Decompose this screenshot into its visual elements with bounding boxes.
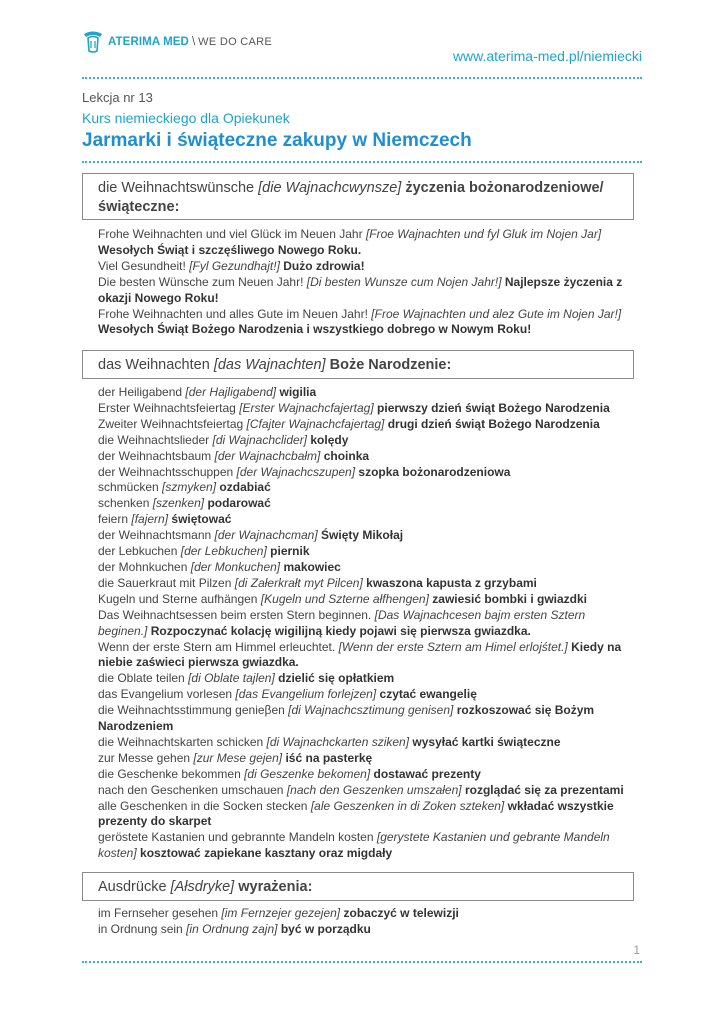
vocab-line (98, 906, 633, 922)
vocab-line (98, 640, 633, 656)
pronunciation-text: [Kugeln und Szterne ałfhengen] (260, 591, 429, 606)
vocab-line (98, 751, 633, 767)
vocab-line (98, 671, 633, 687)
page-header (82, 30, 642, 70)
section-heading-christmas (82, 350, 634, 379)
wishes-list (98, 227, 633, 338)
pronunciation-text: [gerystete Kastanien und gebrante Mandeln (376, 830, 610, 845)
german-text: der Heiligabend (98, 385, 183, 399)
polish-translation: niebie zaświeci pierwsza gwiazdka. (98, 655, 299, 670)
brand-logo (82, 30, 272, 54)
german-text: Die besten Wünsche zum Neuen Jahr! (98, 274, 304, 289)
title-divider (82, 161, 642, 163)
heading-pronunciation: [das Wajnachten] (213, 357, 326, 373)
vocab-line (98, 735, 633, 751)
vocab-line (98, 243, 633, 259)
pronunciation-text: [der Lebkuchen] (180, 544, 267, 559)
german-text: Wenn der erste Stern am Himmel erleuchtet. (98, 639, 336, 654)
heading-german: das Weihnachten (98, 357, 210, 373)
pronunciation-text: [der Monkuchen] (190, 559, 281, 574)
polish-translation: podarować (207, 496, 271, 511)
section-heading-wishes (82, 173, 634, 220)
christmas-vocabulary-list (98, 385, 633, 862)
german-text: Viel Gesundheit! (98, 258, 186, 273)
polish-translation: dzielić się opłatkiem (278, 671, 395, 686)
polish-translation: piernik (270, 544, 310, 559)
german-text: gerӧstete Kastanien und gebrannte Mandeln kosten (98, 830, 374, 845)
vocab-line (98, 799, 633, 815)
brand-name: ATERIMA MED (108, 36, 189, 48)
site-url-link[interactable]: www.aterima-med.pl/niemiecki (452, 48, 642, 64)
logo-icon (82, 30, 104, 54)
german-text: die Oblate teilen (98, 671, 185, 686)
vocab-line (98, 608, 633, 624)
vocab-line (98, 814, 633, 830)
polish-translation: Kiedy na (571, 639, 622, 654)
polish-translation: makowiec (283, 559, 341, 574)
vocab-line (98, 922, 633, 938)
pronunciation-text: [di Załerkrałt myt Pilcen] (234, 575, 363, 590)
polish-translation: wkładać wszystkie (507, 798, 614, 813)
section-heading-expressions (82, 872, 634, 901)
vocab-line (98, 655, 633, 671)
german-text: der Mohnkuchen (98, 559, 188, 574)
lesson-number: Lekcja nr 13 (82, 90, 153, 105)
polish-translation: świętować (171, 512, 232, 527)
polish-translation: kwaszona kapusta z grzybami (366, 575, 537, 590)
german-text: im Fernseher gesehen (98, 906, 219, 920)
pronunciation-text: beginen.] (98, 623, 148, 638)
pronunciation-text: [Fyl Gezundhajt!] (189, 258, 280, 273)
vocab-line (98, 560, 633, 576)
vocab-line (98, 433, 633, 449)
german-text: der Weihnachtsbaum (98, 448, 212, 463)
pronunciation-text: [di Geszenke bekomen] (244, 766, 371, 781)
german-text: nach den Geschenken umschauen (98, 782, 284, 797)
polish-translation: szopka bożonarodzeniowa (358, 464, 511, 479)
vocab-line (98, 417, 633, 433)
heading-polish: Boże Narodzenie: (329, 357, 452, 373)
pronunciation-text: [der Hajligabend] (185, 385, 277, 399)
course-name: Kurs niemieckiego dla Opiekunek (82, 110, 290, 126)
vocab-line (98, 512, 633, 528)
polish-translation: rozglądać się za prezentami (464, 782, 624, 797)
vocab-line (98, 687, 633, 703)
vocab-line (98, 227, 633, 243)
page-number: 1 (633, 943, 640, 957)
german-text: Kugeln und Sterne aufhängen (98, 591, 258, 606)
polish-translation: Narodzeniem (98, 719, 174, 734)
vocab-line (98, 719, 633, 735)
german-text: der Weihnachtsschuppen (98, 464, 234, 479)
vocab-line (98, 385, 633, 401)
vocab-line (98, 846, 633, 862)
pronunciation-text: [di Oblate tajlen] (188, 671, 275, 686)
vocab-line (98, 401, 633, 417)
pronunciation-text: [szenken] (152, 496, 205, 511)
polish-translation: drugi dzień świąt Bożego Narodzenia (387, 416, 600, 431)
pronunciation-text: [der Wajnachcman] (214, 528, 318, 543)
heading-pronunciation: [die Wajnachcwynsze] (258, 180, 402, 196)
polish-translation: wysyłać kartki świąteczne (412, 734, 561, 749)
vocab-line (98, 576, 633, 592)
pronunciation-text: [di Wajnachcsztimung genisen] (288, 703, 454, 718)
pronunciation-text: [das Evangelium forlejzen] (235, 687, 377, 702)
vocab-line (98, 592, 633, 608)
polish-translation: iść na pasterkę (285, 750, 373, 765)
pronunciation-text: [nach den Geszenken umszałen] (286, 782, 462, 797)
pronunciation-text: [Froe Wajnachten und fyl Gluk im Nojen Jar] (365, 227, 602, 241)
polish-translation: Dużo zdrowia! (283, 258, 365, 273)
brand-separator: \ (191, 36, 196, 48)
heading-polish: wyrażenia: (238, 879, 313, 895)
polish-translation: pierwszy dzień świąt Bożego Narodzenia (377, 400, 610, 415)
footer-divider (82, 961, 642, 963)
pronunciation-text: [im Fernzejer gezejen] (221, 906, 341, 920)
heading-pronunciation: [Ałsdryke] (170, 879, 235, 895)
german-text: zur Messe gehen (98, 750, 191, 765)
german-text: Das Weihnachtsessen beim ersten Stern beginnen. (98, 607, 372, 622)
pronunciation-text: [di Wajnachclider] (212, 432, 308, 447)
german-text: die Geschenke bekommen (98, 766, 241, 781)
vocab-line (98, 307, 633, 323)
german-text: die Sauerkraut mit Pilzen (98, 575, 232, 590)
german-text: schmücken (98, 480, 159, 495)
vocab-line (98, 496, 633, 512)
heading-polish: życzenia bożonarodzeniowe/świąteczne: (98, 180, 604, 215)
vocab-line (98, 465, 633, 481)
heading-german: die Weihnachtswünsche (98, 180, 255, 196)
header-divider (82, 77, 642, 79)
heading-german: Ausdrücke (98, 879, 167, 895)
german-text: feiern (98, 512, 129, 527)
pronunciation-text: [zur Mese gejen] (193, 750, 283, 765)
german-text: schenken (98, 496, 150, 511)
vocab-line (98, 449, 633, 465)
polish-translation: Święty Mikołaj (321, 528, 404, 543)
vocab-line (98, 259, 633, 275)
pronunciation-text: [der Wajnachcbałm] (214, 448, 321, 463)
vocab-line (98, 783, 633, 799)
pronunciation-text: [fajern] (131, 512, 169, 527)
pronunciation-text: [Wenn der erste Sztern am Himel erlojśtet.] (338, 639, 568, 654)
vocab-line (98, 767, 633, 783)
polish-translation: okazji Nowego Roku! (98, 290, 219, 305)
polish-translation: kosztować zapiekane kasztany oraz migdały (140, 846, 393, 861)
german-text: alle Geschenken in die Socken stecken (98, 798, 308, 813)
pronunciation-text: [di Wajnachckarten sziken] (266, 734, 410, 749)
polish-translation: ozdabiać (219, 480, 271, 495)
polish-translation: rozkoszować się Bożym (456, 703, 595, 718)
pronunciation-text: [Erster Wajnachcfajertag] (239, 400, 374, 415)
german-text: die Weihnachtslieder (98, 432, 210, 447)
german-text: das Evangelium vorlesen (98, 687, 233, 702)
pronunciation-text: [der Wajnachcszupen] (236, 464, 356, 479)
vocab-line (98, 528, 633, 544)
german-text: die Weihnachtskarten schicken (98, 734, 264, 749)
polish-translation: zobaczyć w telewizji (343, 906, 459, 920)
polish-translation: czytać ewangelię (379, 687, 477, 702)
vocab-line (98, 830, 633, 846)
expressions-list (98, 906, 633, 938)
polish-translation: Wesołych Świąt Bożego Narodzenia i wszystkiego dobrego w Nowym Roku! (98, 322, 532, 337)
pronunciation-text: [Froe Wajnachten und alez Gute im Nojen Jar!] (371, 306, 622, 321)
pronunciation-text: [Das Wajnachcesen bajm ersten Sztern (374, 607, 586, 622)
polish-translation: wigilia (279, 385, 317, 399)
vocab-line (98, 544, 633, 560)
vocab-line (98, 291, 633, 307)
vocab-line (98, 275, 633, 291)
german-text: Frohe Weihnachten und viel Glück im Neuen Jahr (98, 227, 363, 241)
polish-translation: dostawać prezenty (373, 766, 481, 781)
pronunciation-text: [ale Geszenken in di Zoken szteken] (310, 798, 505, 813)
page-title: Jarmarki i świąteczne zakupy w Niemczech (82, 130, 472, 151)
polish-translation: Najlepsze życzenia z (504, 274, 623, 289)
brand-tagline: WE DO CARE (198, 36, 273, 48)
polish-translation: choinka (323, 448, 370, 463)
german-text: in Ordnung sein (98, 921, 183, 936)
vocab-line (98, 624, 633, 640)
vocab-line (98, 703, 633, 719)
polish-translation: zawiesić bombki i gwiazdki (432, 591, 588, 606)
german-text: der Weihnachtsmann (98, 528, 212, 543)
german-text: Zweiter Weihnachtsfeiertag (98, 416, 244, 431)
polish-translation: być w porządku (280, 921, 371, 936)
german-text: Erster Weihnachtsfeiertag (98, 400, 236, 415)
polish-translation: prezenty do skarpet (98, 814, 212, 829)
pronunciation-text: [in Ordnung zajn] (186, 921, 278, 936)
pronunciation-text: [szmyken] (162, 480, 217, 495)
polish-translation: Wesołych Świąt i szczęśliwego Nowego Roku. (98, 242, 362, 257)
german-text: Frohe Weihnachten und alles Gute im Neuen Jahr! (98, 306, 368, 321)
vocab-line (98, 480, 633, 496)
polish-translation: kolędy (310, 432, 349, 447)
german-text: die Weihnachtsstimmung genieβen (98, 703, 285, 718)
german-text: der Lebkuchen (98, 544, 178, 559)
pronunciation-text: [Di besten Wunsze cum Nojen Jahr!] (306, 274, 502, 289)
pronunciation-text: [Cfajter Wajnachcfajertag] (246, 416, 385, 431)
pronunciation-text: kosten] (98, 846, 137, 861)
polish-translation: Rozpoczynać kolację wigilijną kiedy pojawi się pierwsza gwiazdka. (150, 623, 531, 638)
vocab-line (98, 322, 633, 338)
